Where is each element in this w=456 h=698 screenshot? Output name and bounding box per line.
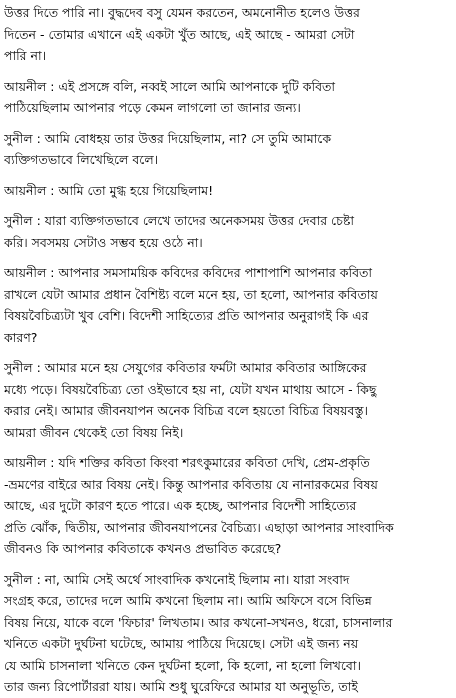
- text-line: দিতেন - তোমার এখানে এই একটা খুঁত আছে, এই আছে - আমরা সেটা: [4, 26, 355, 42]
- text-line: -ভ্রমণের বাইরে আর বিষয় নেই। কিন্তু আপনার কবিতায় যে নানারকমের বিষয়: [4, 476, 378, 492]
- text-line: যে আমি চাসনালা খনিতে কেন দুর্ঘটনা হলো, কি হলো, না হলো লিখবো।: [4, 657, 361, 673]
- paragraph-9: [4, 569, 450, 698]
- text-line: আয়নীল : আপনার সমসাময়িক কবিদের কবিদের পাশাপাশি আপনার কবিতা: [4, 265, 373, 280]
- text-line: করার নেই। আমার জীবনযাপন অনেক বিচিত্র বলে হয়তো বিচিত্র বিষয়বস্তু।: [4, 403, 368, 418]
- paragraph-5: [4, 210, 450, 253]
- paragraph-4: [4, 180, 450, 202]
- text-line: খনিতে একটা দুর্ঘটনা ঘটেছে, আমায় পাঠিয়ে দিয়েছে। সেটা এই জন্য নয়: [4, 636, 359, 651]
- text-line: সুনীল : আমি বোধহয় তার উত্তর দিয়েছিলাম, না? সে তুমি আমাকে: [4, 130, 332, 146]
- text-line: আয়নীল : যদি শক্তির কবিতা কিংবা শরৎকুমারের কবিতা দেখি, প্রেম-প্রকৃতি: [4, 455, 370, 470]
- paragraph-6: [4, 262, 450, 348]
- text-line: বিষয় নিয়ে, যাকে বলে 'ফিচার' লিখতাম। আর কখনো-সখনও, ধরো, চাসনালার: [4, 614, 393, 630]
- text-line: তার জন্য রিপোর্টাররা যায়। আমি শুধু ঘুরেফিরে আমার যা অনুভূতি, তাই: [4, 679, 358, 694]
- text-line: রাখলে যেটা আমার প্রধান বৈশিষ্ট্য বলে মনে হয়, তা হলো, আপনার কবিতায়: [4, 286, 378, 302]
- text-line: সুনীল : আমার মনে হয় সেযুগের কবিতার ফর্মটা আমার কবিতার আঙ্গিকের: [4, 360, 367, 375]
- text-line: বিষয়বৈচিত্র্যটা খুব বেশি। বিদেশী সাহিত্যের প্রতি আপনার অনুরাগই কি এর: [4, 308, 369, 323]
- paragraph-7: [4, 357, 450, 443]
- text-line: মধ্যে পড়ে। বিষয়বৈচিত্র্য তো ওইভাবে হয় না, যেটা যখন মাথায় আসে - কিছু: [4, 381, 377, 397]
- paragraph-2: [4, 76, 450, 119]
- text-line: আছে, এর দুটো কারণ হতে পারে। এক হচ্ছে, আপনার বিদেশী সাহিত্যের: [4, 498, 357, 513]
- text-line: ব্যক্তিগতভাবে লিখেছিলে বলে।: [4, 152, 159, 167]
- paragraph-1: [4, 2, 450, 67]
- paragraph-3: [4, 128, 450, 171]
- text-line: প্রতি ঝোঁক, দ্বিতীয়, আপনার জীবনযাপনের বৈচিত্র্য। এছাড়া আপনার সাংবাদিক: [4, 519, 394, 535]
- text-line: সুনীল : যারা ব্যক্তিগতভাবে লেখে তাদের অনেকসময় উত্তর দেবার চেষ্টা: [4, 213, 354, 228]
- text-line: উত্তর দিতে পারি না। বুদ্ধদেব বসু যেমন করতেন, অমনোনীত হলেও উত্তর: [4, 5, 360, 20]
- text-line: পাঠিয়েছিলাম আপনার পড়ে কেমন লাগলো তা জানার জন্য।: [4, 100, 301, 115]
- text-line: জীবনও কি আপনার কবিতাকে কখনও প্রভাবিত করেছে?: [4, 541, 282, 556]
- text-line: সংগ্রহ করে, তাদের দলে আমি কখনো ছিলাম না। আমি অফিসে বসে বিভিন্ন: [4, 593, 372, 608]
- text-line: আয়নীল : আমি তো মুগ্ধ হয়ে গিয়েছিলাম!: [4, 182, 214, 198]
- text-line: আয়নীল : এই প্রসঙ্গে বলি, নব্বই সালে আমি আপনাকে দুটি কবিতা: [4, 78, 336, 94]
- text-line: কারণ?: [4, 329, 38, 345]
- text-line: আমরা জীবন থেকেই তো বিষয় নিই।: [4, 424, 184, 440]
- text-line: করি। সবসময় সেটাও সম্ভব হয়ে ওঠে না।: [4, 234, 203, 250]
- paragraph-8: [4, 452, 450, 560]
- text-line: সুনীল : না, আমি সেই অর্থে সাংবাদিক কখনোই ছিলাম না। যারা সংবাদ: [4, 571, 350, 587]
- text-line: পারি না।: [4, 48, 47, 63]
